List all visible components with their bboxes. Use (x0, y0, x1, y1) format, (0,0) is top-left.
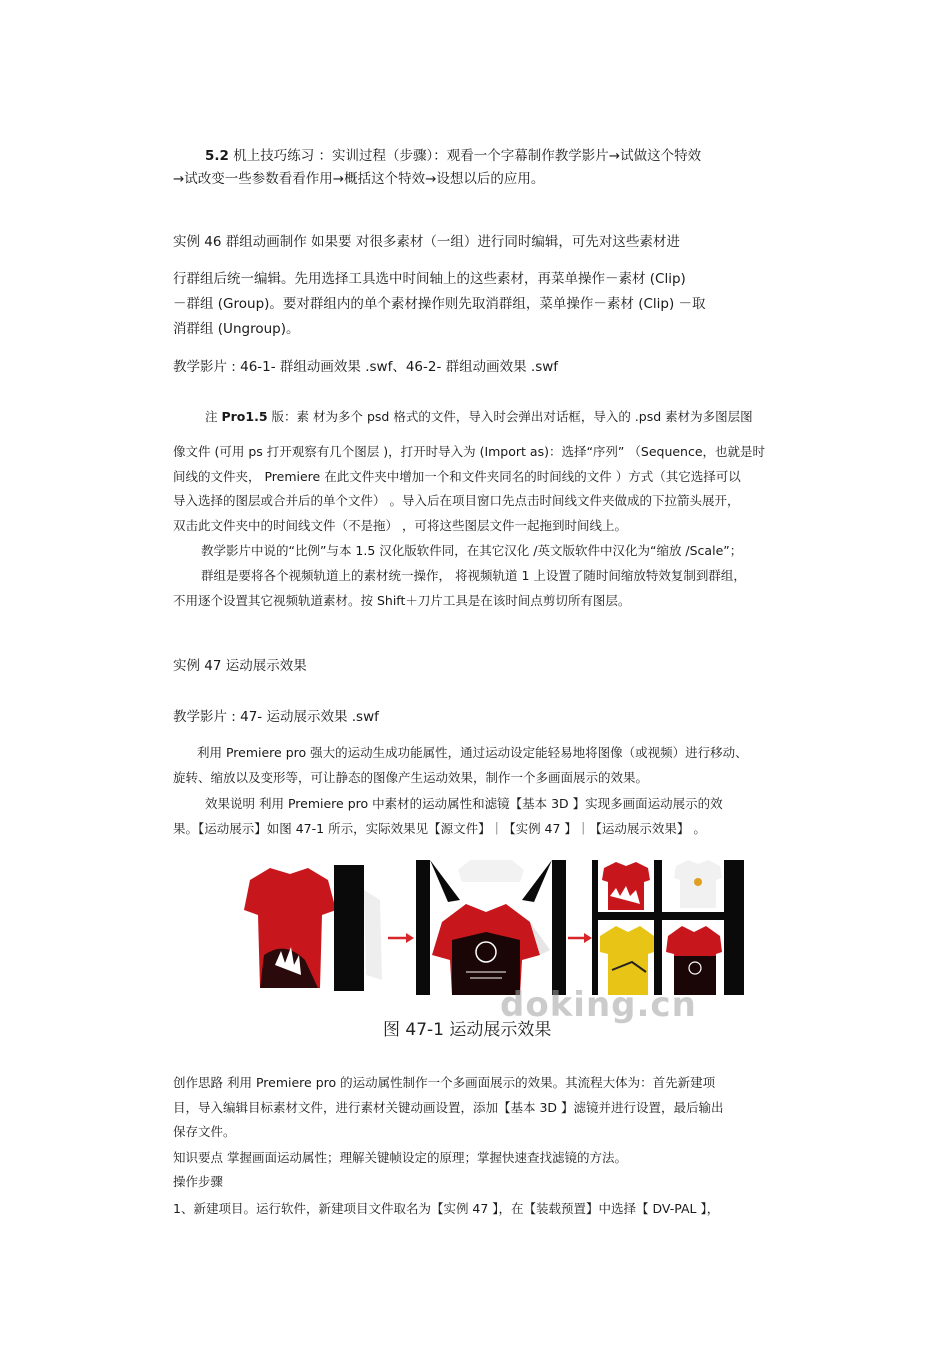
note-line1 (205, 407, 753, 427)
note-line4: 导入选择的图层或合并后的单个文件） 。导入后在项目窗口先点击时间线文件夹做成的下拉箭头展开， (173, 493, 740, 508)
example46-heading: 实例 46 群组动画制作 如果要 对很多素材（一组）进行同时编辑，可先对这些素材进 (173, 234, 680, 250)
effect-description-line2: 果。【运动展示】如图 47-1 所示，实际效果见【源文件】｜【实例 47 】｜【运动展示效果】 。 (173, 821, 706, 836)
section-title-text: 机上技巧练习 ：实训过程（步骤）：观看一个字幕制作教学影片→试做这个特效 (228, 148, 702, 164)
section-text-line2: →试改变一些参数看看作用→概括这个特效→设想以后的应用。 (173, 171, 545, 187)
step-1: 1、新建项目。运行软件，新建项目文件取名为【实例 47 】，在【装载预置】中选择【 DV-PAL 】， (173, 1201, 720, 1216)
knowledge-points: 知识要点 掌握画面运动属性；理解关键帧设定的原理；掌握快速查找滤镜的方法。 (173, 1150, 627, 1165)
note-line6: 教学影片中说的“比例”与本 1.5 汉化版软件同，在其它汉化 /英文版软件中汉化为“缩放 /Scale”； (201, 543, 743, 558)
example47-heading: 实例 47 运动展示效果 (173, 658, 307, 674)
note-version: Pro1.5 (221, 409, 268, 424)
figure-caption: 图 47-1 运动展示效果 (383, 1020, 552, 1040)
example47-intro-line2: 旋转、缩放以及变形等，可让静态的图像产生运动效果，制作一个多画面展示的效果。 (173, 770, 649, 785)
note-line1-text: 版：素 材为多个 psd 格式的文件，导入时会弹出对话框，导入的 .psd 素材为多图层图 (267, 409, 753, 424)
section-title-line (205, 146, 701, 166)
example47-intro-line1: 利用 Premiere pro 强大的运动生成功能属性，通过运动设定能轻易地将图像（或视频）进行移动、 (197, 745, 748, 760)
creative-idea-line3: 保存文件。 (173, 1124, 236, 1139)
example46-paragraph-line3: 消群组 (Ungroup)。 (173, 321, 300, 337)
creative-idea-line1: 创作思路 利用 Premiere pro 的运动属性制作一个多画面展示的效果。其流程大体为：首先新建项 (173, 1075, 716, 1090)
note-line2: 像文件 (可用 ps 打开观察有几个图层 )，打开时导入为 (Import as)：选择“序列” （Sequence，也就是时 (173, 444, 766, 459)
example46-video: 教学影片 : 46-1- 群组动画效果 .swf、46-2- 群组动画效果 .swf (173, 359, 559, 375)
example46-paragraph-line2: －群组 (Group)。要对群组内的单个素材操作则先取消群组，菜单操作－素材 (Clip) －取 (173, 296, 706, 312)
section-number: 5.2 (205, 148, 229, 164)
note-prefix: 注 (205, 409, 222, 424)
note-line7: 群组是要将各个视频轨道上的素材统一操作， 将视频轨道 1 上设置了随时间缩放特效复制到群组， (201, 568, 746, 583)
example47-video: 教学影片 : 47- 运动展示效果 .swf (173, 709, 379, 725)
note-line8: 不用逐个设置其它视频轨道素材。按 Shift＋刀片工具是在该时间点剪切所有图层。 (173, 593, 631, 608)
steps-heading: 操作步骤 (173, 1174, 224, 1189)
panel-1 (233, 865, 383, 993)
effect-description-line1: 效果说明 利用 Premiere pro 中素材的运动属性和滤镜【基本 3D 】实现多画面运动展示的效 (205, 796, 723, 811)
watermark: doking.cn (500, 985, 697, 1025)
note-line3: 间线的文件夹， Premiere 在此文件夹中增加一个和文件夹同名的时间线的文件 ）方式（其它选择可以 (173, 469, 741, 484)
creative-idea-line2: 目，导入编辑目标素材文件，进行素材关键动画设置，添加【基本 3D 】滤镜并进行设置，最后输出 (173, 1100, 724, 1115)
example46-paragraph-line1: 行群组后统一编辑。先用选择工具选中时间轴上的这些素材，再菜单操作－素材 (Clip) (173, 271, 686, 287)
note-line5: 双击此文件夹中的时间线文件（不是拖） ，可将这些图层文件一起拖到时间线上。 (173, 518, 627, 533)
